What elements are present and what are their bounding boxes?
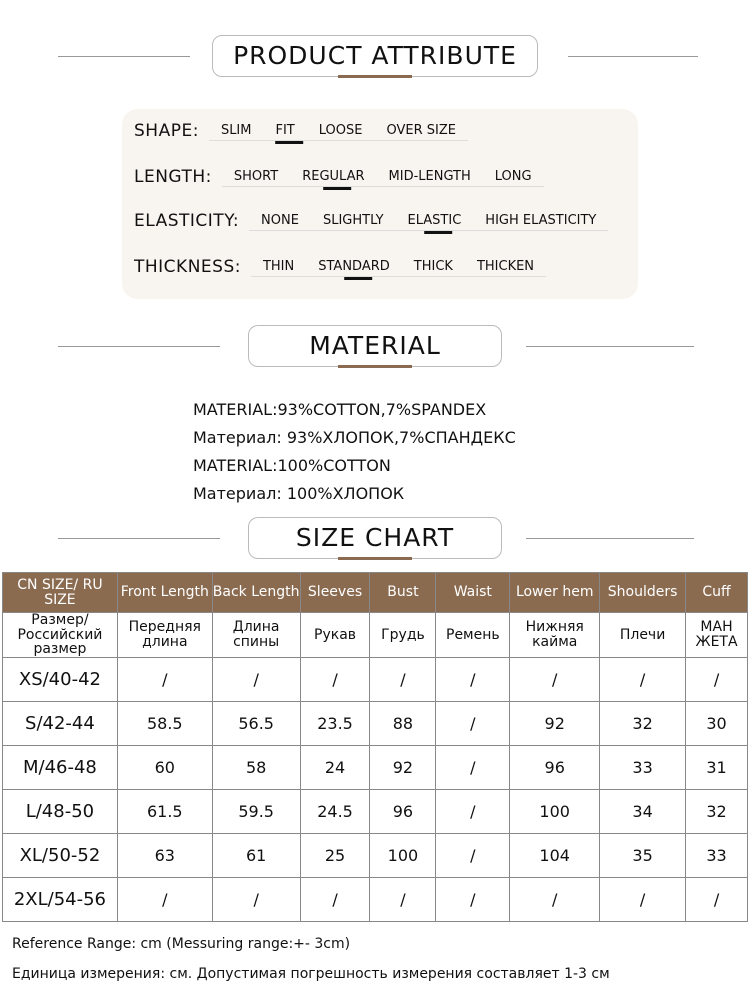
column-header: Shoulders bbox=[600, 573, 686, 613]
attribute-option: SLIGHTLY bbox=[322, 213, 384, 228]
measurement-cell: 35 bbox=[600, 834, 686, 878]
attribute-option: OVER SIZE bbox=[386, 123, 456, 138]
measurement-cell: 88 bbox=[370, 702, 436, 746]
attribute-options bbox=[209, 123, 468, 141]
measurement-cell: 96 bbox=[370, 790, 436, 834]
attribute-option: LOOSE bbox=[318, 123, 363, 138]
attribute-options bbox=[249, 213, 608, 231]
measurement-cell: 104 bbox=[510, 834, 600, 878]
measurement-cell: / bbox=[686, 658, 748, 702]
attribute-row bbox=[134, 121, 468, 141]
title-text: MATERIAL bbox=[309, 331, 441, 360]
measurement-cell: / bbox=[510, 658, 600, 702]
attribute-label: THICKNESS: bbox=[134, 257, 241, 277]
measurement-cell: 34 bbox=[600, 790, 686, 834]
measurement-cell: / bbox=[686, 878, 748, 922]
column-header-ru: МАН ЖЕТА bbox=[686, 613, 748, 658]
column-header: Back Length bbox=[212, 573, 300, 613]
divider bbox=[526, 346, 694, 347]
measurement-cell: / bbox=[300, 658, 370, 702]
title-text: SIZE CHART bbox=[295, 523, 455, 552]
measurement-cell: 59.5 bbox=[212, 790, 300, 834]
attribute-option: LONG bbox=[494, 169, 532, 184]
footer-note: Единица измерения: см. Допустимая погрешность измерения составляет 1-3 см bbox=[12, 966, 610, 982]
measurement-cell: 58 bbox=[212, 746, 300, 790]
material-line: MATERIAL:100%COTTON bbox=[193, 456, 391, 475]
measurement-cell: / bbox=[436, 746, 510, 790]
column-header-ru: Длина спины bbox=[212, 613, 300, 658]
attribute-panel bbox=[122, 109, 638, 299]
table-row bbox=[3, 746, 748, 790]
measurement-cell: 60 bbox=[117, 746, 212, 790]
measurement-cell: / bbox=[600, 658, 686, 702]
column-header: Waist bbox=[436, 573, 510, 613]
column-header-ru: Передняя длина bbox=[117, 613, 212, 658]
measurement-cell: 24.5 bbox=[300, 790, 370, 834]
footer-note: Reference Range: cm (Messuring range:+- 3cm) bbox=[12, 936, 351, 952]
attribute-label: SHAPE: bbox=[134, 121, 199, 141]
table-row bbox=[3, 834, 748, 878]
size-chart-title bbox=[248, 517, 502, 559]
measurement-cell: / bbox=[370, 658, 436, 702]
table-row bbox=[3, 658, 748, 702]
measurement-cell: 100 bbox=[370, 834, 436, 878]
table-row bbox=[3, 878, 748, 922]
measurement-cell: / bbox=[212, 658, 300, 702]
measurement-cell: / bbox=[600, 878, 686, 922]
attribute-option: THIN bbox=[262, 259, 295, 274]
column-header-ru: Нижняя кайма bbox=[510, 613, 600, 658]
attribute-options bbox=[222, 169, 544, 187]
attribute-row bbox=[134, 167, 544, 187]
measurement-cell: 32 bbox=[600, 702, 686, 746]
material-line: MATERIAL:93%COTTON,7%SPANDEX bbox=[193, 400, 487, 419]
title-text: PRODUCT ATTRIBUTE bbox=[233, 41, 517, 70]
measurement-cell: / bbox=[117, 878, 212, 922]
column-header-ru: Грудь bbox=[370, 613, 436, 658]
material-title bbox=[248, 325, 502, 367]
size-cell: 2XL/54-56 bbox=[3, 878, 118, 922]
measurement-cell: 32 bbox=[686, 790, 748, 834]
measurement-cell: / bbox=[436, 658, 510, 702]
measurement-cell: 61 bbox=[212, 834, 300, 878]
measurement-cell: 92 bbox=[370, 746, 436, 790]
measurement-cell: 61.5 bbox=[117, 790, 212, 834]
material-line: Материал: 100%ХЛОПОК bbox=[193, 484, 405, 503]
attribute-options bbox=[251, 259, 546, 277]
measurement-cell: 33 bbox=[600, 746, 686, 790]
divider bbox=[568, 56, 698, 57]
material-line: Материал: 93%ХЛОПОК,7%СПАНДЕКС bbox=[193, 428, 516, 447]
column-header-ru: Плечи bbox=[600, 613, 686, 658]
column-header: Lower hem bbox=[510, 573, 600, 613]
header-row-ru bbox=[3, 613, 748, 658]
measurement-cell: / bbox=[436, 878, 510, 922]
size-cell: XS/40-42 bbox=[3, 658, 118, 702]
attribute-option-selected: FIT bbox=[275, 123, 295, 138]
header-row bbox=[3, 573, 748, 613]
attribute-option-selected: STANDARD bbox=[318, 259, 390, 274]
table-row bbox=[3, 790, 748, 834]
column-header: Sleeves bbox=[300, 573, 370, 613]
measurement-cell: / bbox=[510, 878, 600, 922]
divider bbox=[58, 56, 190, 57]
column-header: Front Length bbox=[117, 573, 212, 613]
attribute-option: MID-LENGTH bbox=[388, 169, 471, 184]
measurement-cell: 24 bbox=[300, 746, 370, 790]
column-header: Bust bbox=[370, 573, 436, 613]
size-cell: XL/50-52 bbox=[3, 834, 118, 878]
measurement-cell: / bbox=[117, 658, 212, 702]
measurement-cell: 92 bbox=[510, 702, 600, 746]
attribute-option: SHORT bbox=[233, 169, 279, 184]
measurement-cell: 63 bbox=[117, 834, 212, 878]
size-cell: L/48-50 bbox=[3, 790, 118, 834]
divider bbox=[526, 538, 694, 539]
measurement-cell: 23.5 bbox=[300, 702, 370, 746]
attribute-row bbox=[134, 257, 546, 277]
product-attribute-title bbox=[212, 35, 538, 77]
measurement-cell: 56.5 bbox=[212, 702, 300, 746]
divider bbox=[58, 346, 220, 347]
size-cell: S/42-44 bbox=[3, 702, 118, 746]
attribute-option: NONE bbox=[261, 213, 299, 228]
measurement-cell: / bbox=[436, 790, 510, 834]
size-cell: M/46-48 bbox=[3, 746, 118, 790]
measurement-cell: 33 bbox=[686, 834, 748, 878]
column-header-ru: Размер/ Российский размер bbox=[3, 613, 118, 658]
column-header-ru: Рукав bbox=[300, 613, 370, 658]
attribute-option-selected: REGULAR bbox=[302, 169, 365, 184]
divider bbox=[58, 538, 220, 539]
attribute-label: LENGTH: bbox=[134, 167, 212, 187]
column-header: Cuff bbox=[686, 573, 748, 613]
attribute-option: SLIM bbox=[220, 123, 252, 138]
table-row bbox=[3, 702, 748, 746]
attribute-option-selected: ELASTIC bbox=[407, 213, 462, 228]
measurement-cell: 100 bbox=[510, 790, 600, 834]
measurement-cell: 30 bbox=[686, 702, 748, 746]
column-header-ru: Ремень bbox=[436, 613, 510, 658]
measurement-cell: 31 bbox=[686, 746, 748, 790]
measurement-cell: / bbox=[212, 878, 300, 922]
measurement-cell: / bbox=[436, 834, 510, 878]
measurement-cell: / bbox=[436, 702, 510, 746]
measurement-cell: 58.5 bbox=[117, 702, 212, 746]
size-chart-table bbox=[2, 572, 748, 922]
attribute-row bbox=[134, 211, 608, 231]
column-header: CN SIZE/ RU SIZE bbox=[3, 573, 118, 613]
measurement-cell: / bbox=[300, 878, 370, 922]
measurement-cell: 96 bbox=[510, 746, 600, 790]
attribute-option: THICKEN bbox=[476, 259, 535, 274]
attribute-option: THICK bbox=[413, 259, 453, 274]
attribute-option: HIGH ELASTICITY bbox=[485, 213, 597, 228]
attribute-label: ELASTICITY: bbox=[134, 211, 240, 231]
measurement-cell: / bbox=[370, 878, 436, 922]
measurement-cell: 25 bbox=[300, 834, 370, 878]
